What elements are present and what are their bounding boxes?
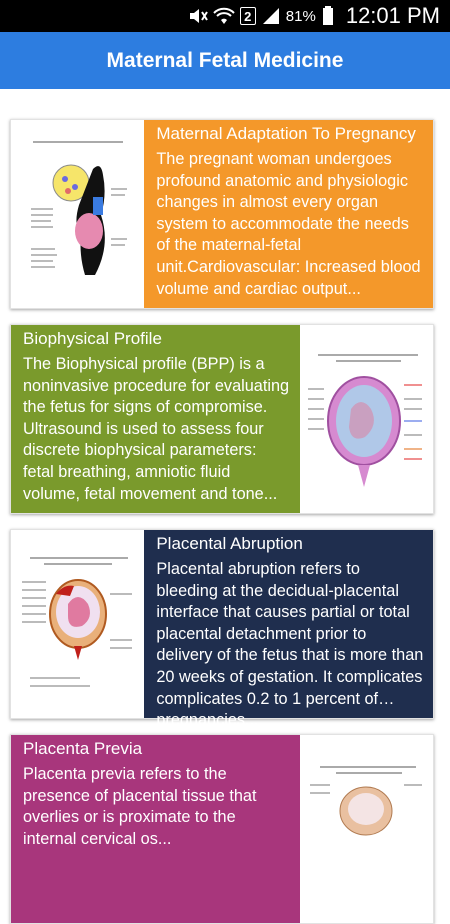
- article-text: [144, 530, 433, 730]
- article-card-placenta-previa[interactable]: [10, 734, 434, 924]
- article-text: [144, 120, 433, 308]
- article-title: Maternal Adaptation To Pregnancy: [156, 124, 416, 143]
- clock: 12:01 PM: [345, 3, 440, 28]
- article-list[interactable]: [0, 89, 450, 848]
- article-summary: Placental abruption refers to bleeding at the decidual-placental interface that causes partial or total placental detachment prior to delivery of the fetus that is more than 20 weeks of gestation. It complicates complicates 0.2 to 1 percent of pregnancies...: [156, 560, 424, 730]
- article-title: Placental Abruption: [156, 534, 303, 553]
- pregnancy-anatomy-illustration: [11, 120, 144, 308]
- app-bar: [0, 32, 450, 89]
- signal-icon: [262, 7, 280, 25]
- battery-icon: [322, 6, 334, 26]
- placental-abruption-diagram: [11, 530, 144, 718]
- article-summary: The Biophysical profile (BPP) is a noninvasive procedure for evaluating the fetus for signs of compromise. Ultrasound is used to assess four discrete biophysical parameters: fetal breathing, amniotic fluid volume, fetal movement and tone...: [23, 355, 290, 503]
- app-title: Maternal Fetal Medicine: [106, 48, 344, 72]
- article-text: [11, 325, 300, 513]
- placenta-previa-diagram: [300, 735, 433, 923]
- article-card-biophysical-profile[interactable]: [10, 324, 434, 514]
- battery-percent: 81%: [285, 7, 316, 25]
- biophysical-profile-diagram: [300, 325, 433, 513]
- article-title: Placenta Previa: [23, 739, 143, 758]
- article-summary: Placenta previa refers to the presence of placental tissue that overlies or is proximate to the internal cervical os...: [23, 765, 257, 848]
- article-card-maternal-adaptation[interactable]: [10, 119, 434, 309]
- status-bar: [0, 0, 450, 32]
- wifi-icon: [214, 7, 234, 25]
- article-card-placental-abruption[interactable]: [10, 529, 434, 730]
- article-summary: The pregnant woman undergoes profound anatomic and physiologic changes in almost every organ system to accommodate the needs of the maternal-fetal unit.Cardiovascular: Increased blood volume and cardiac output...: [156, 150, 421, 298]
- mute-icon: [188, 7, 208, 25]
- article-title: Biophysical Profile: [23, 329, 162, 348]
- sim-icon: 2: [240, 7, 256, 25]
- article-text: [11, 735, 300, 923]
